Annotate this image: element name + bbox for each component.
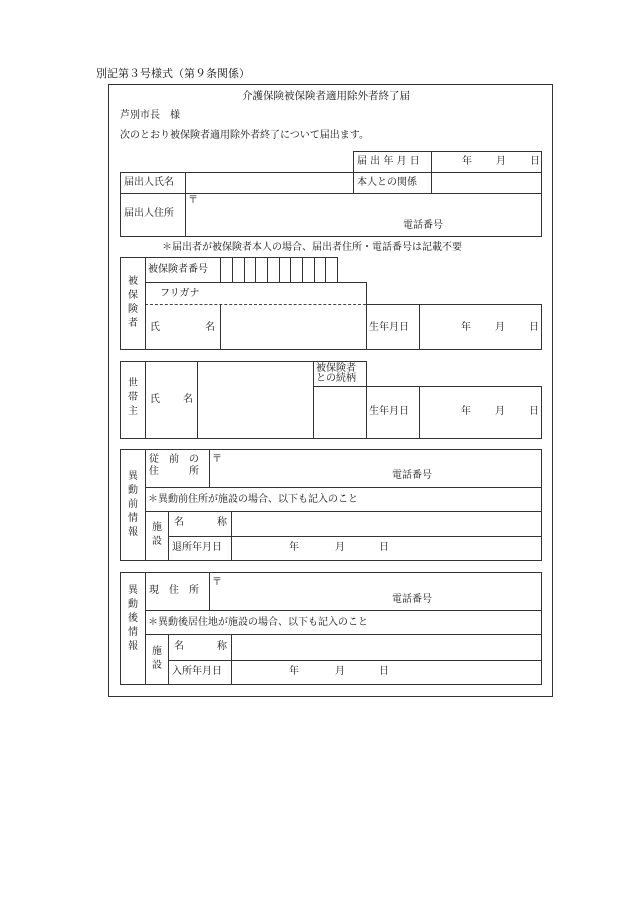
before-addr-label-2: 住 所 [149, 466, 199, 477]
before-address-field[interactable] [210, 450, 541, 487]
intro-text: 次のとおり被保険者適用除外者終了について届出ます。 [120, 130, 369, 141]
household-year: 年 [461, 406, 471, 417]
submitter-name-field[interactable] [186, 173, 353, 193]
after-date-field[interactable] [232, 661, 541, 684]
household-side-label: 世 帯 主 [128, 378, 138, 417]
after-day: 日 [379, 666, 389, 677]
insured-year: 年 [461, 322, 471, 333]
household-birth-field[interactable] [420, 387, 541, 438]
household-name-label-left: 氏 [150, 394, 160, 405]
insured-name-label-left: 氏 [150, 322, 160, 333]
submitter-address-label: 届出人住所 [124, 208, 174, 219]
insured-birth-label: 生年月日 [369, 322, 409, 333]
household-name-field[interactable] [198, 362, 313, 438]
before-phone-label: 電話番号 [392, 470, 432, 481]
before-year: 年 [289, 542, 299, 553]
before-facility-name-left: 名 [174, 517, 184, 528]
after-note: ＊異動後居住地が施設の場合、以下も記入のこと [148, 617, 368, 628]
submitter-phone-label: 電話番号 [403, 220, 443, 231]
submit-day: 日 [530, 156, 540, 167]
relation-field[interactable] [432, 173, 541, 193]
form-title: 介護保険被保険者適用除外者終了届 [242, 90, 410, 102]
before-facility-name-field[interactable] [232, 512, 541, 536]
insured-number-field[interactable] [221, 258, 337, 282]
before-month: 月 [335, 542, 345, 553]
after-postal-mark: 〒 [212, 577, 222, 588]
insured-number-label: 被保険者番号 [148, 264, 208, 275]
before-facility-name-right: 称 [217, 517, 227, 528]
insured-birth-field[interactable] [420, 305, 541, 349]
submitter-name-label: 届出人氏名 [124, 177, 174, 188]
addressee: 芦別市長 様 [120, 110, 180, 121]
household-relation-label-1: 被保険者 [316, 363, 356, 374]
insured-name-label-right: 名 [205, 322, 215, 333]
household-relation-field[interactable] [367, 362, 541, 386]
before-postal-mark: 〒 [212, 454, 222, 465]
after-side-label: 異 動 後 情 報 [128, 585, 138, 652]
before-facility-side: 施 設 [152, 522, 162, 547]
after-facility-name-right: 称 [217, 641, 227, 652]
submit-month: 月 [496, 156, 506, 167]
household-relation-label-2: との続柄 [316, 373, 356, 384]
before-side-label: 異 動 前 情 報 [128, 471, 138, 538]
before-day: 日 [379, 542, 389, 553]
household-day: 日 [529, 406, 539, 417]
insured-side-label: 被 保 険 者 [128, 276, 138, 329]
postal-mark: 〒 [188, 195, 198, 206]
submit-date-field[interactable] [432, 152, 541, 172]
relation-label: 本人との関係 [357, 177, 417, 188]
before-date-field[interactable] [232, 537, 541, 560]
after-date-label: 入所年月日 [172, 666, 222, 677]
before-note: ＊異動前住所が施設の場合、以下も記入のこと [148, 494, 358, 505]
after-facility-name-field[interactable] [232, 635, 541, 660]
insured-name-field[interactable] [221, 305, 366, 349]
insured-month: 月 [495, 322, 505, 333]
insured-day: 日 [529, 322, 539, 333]
after-phone-label: 電話番号 [392, 594, 432, 605]
furigana-field[interactable] [221, 283, 366, 303]
before-addr-label-1: 従 前 の [149, 454, 199, 465]
household-birth-label: 生年月日 [369, 406, 409, 417]
submitter-address-field[interactable] [186, 194, 541, 236]
note-submitter: ＊届出者が被保険者本人の場合、届出者住所・電話番号は記載不要 [162, 242, 462, 253]
submit-date-label: 届 出 年 月 日 [357, 156, 420, 167]
after-facility-side: 施 設 [152, 646, 162, 671]
after-address-field[interactable] [210, 573, 541, 610]
after-month: 月 [335, 666, 345, 677]
before-date-label: 退所年月日 [172, 542, 222, 553]
after-facility-name-left: 名 [174, 641, 184, 652]
after-addr-label: 現 住 所 [149, 585, 199, 596]
submit-year: 年 [462, 156, 472, 167]
after-year: 年 [289, 666, 299, 677]
household-month: 月 [495, 406, 505, 417]
household-relation-value[interactable] [314, 387, 366, 438]
furigana-label: フリガナ [160, 288, 200, 299]
form-code: 別記第３号様式（第９条関係） [96, 67, 250, 80]
household-name-label-right: 名 [183, 394, 193, 405]
